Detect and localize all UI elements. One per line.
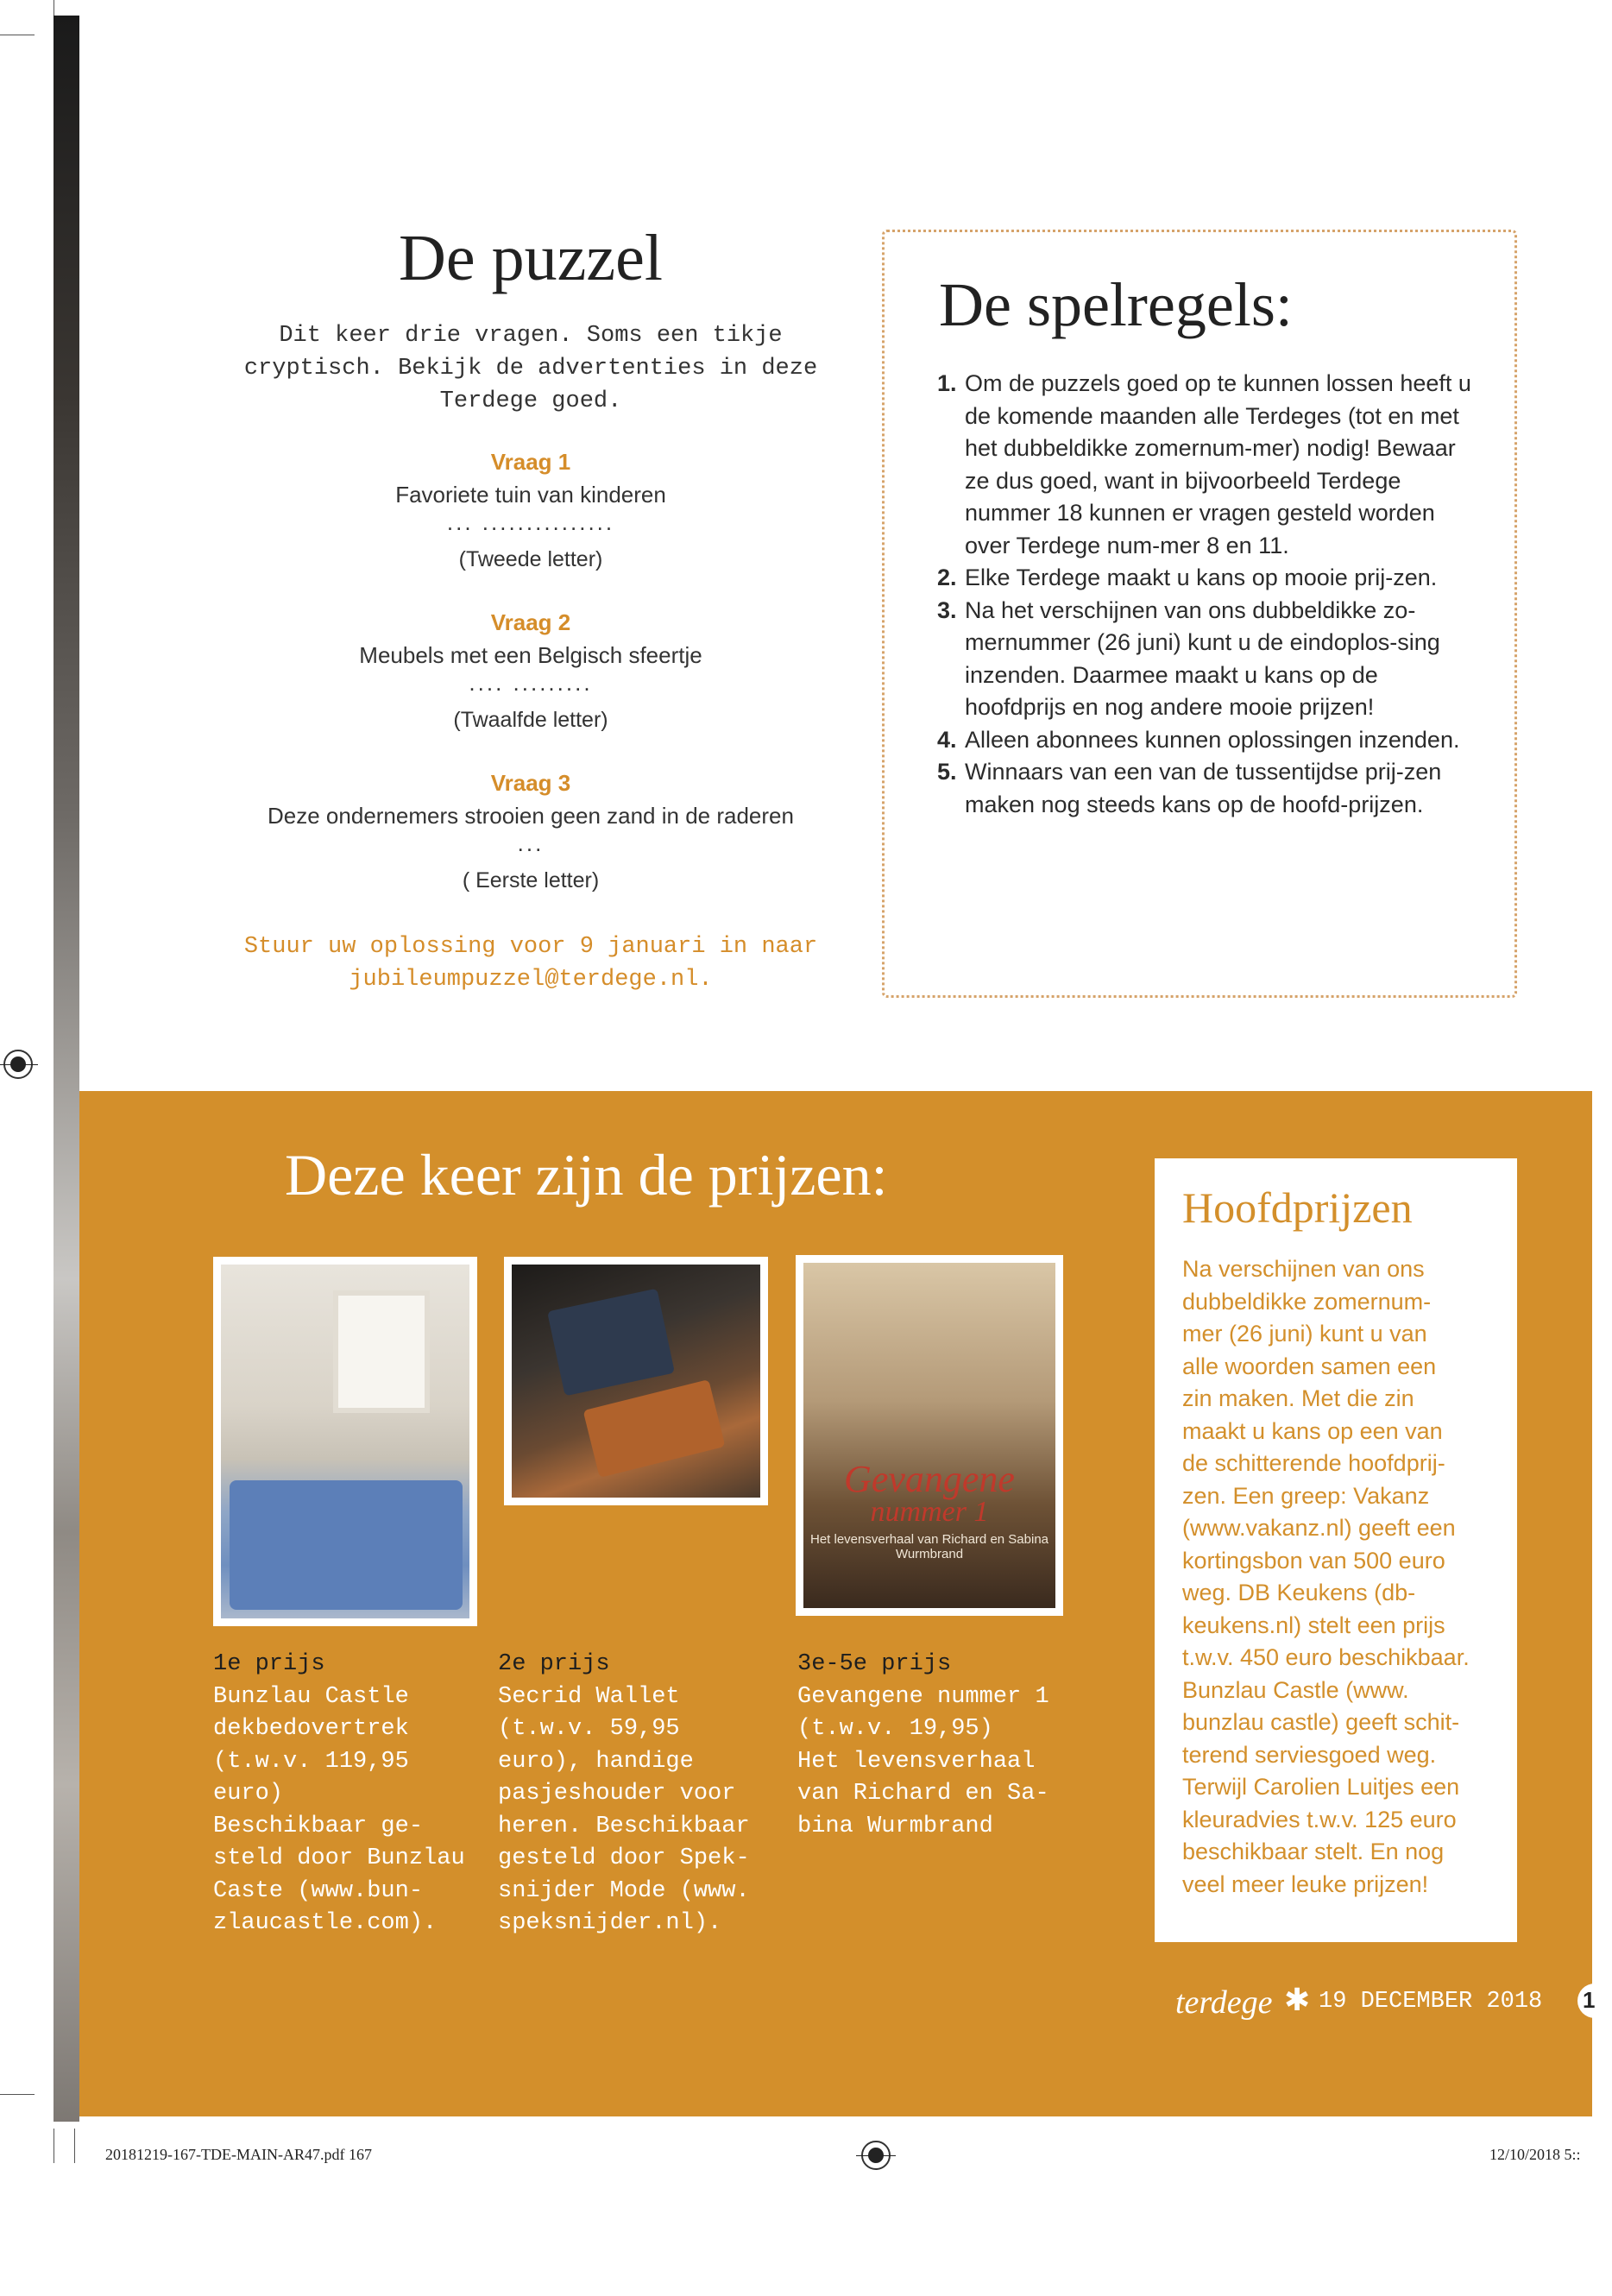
prize-2-heading: 2e prijs [498, 1651, 610, 1677]
footer-date: 19 DECEMBER 2018 [1319, 1989, 1543, 2015]
prize-3-photo-book-cover [796, 1255, 1063, 1616]
prize-1-heading: 1e prijs [213, 1651, 325, 1677]
question-1-label: Vraag 1 [490, 449, 571, 475]
prize-3-heading: 3e-5e prijs [797, 1651, 952, 1677]
wallet-brown-shape [583, 1379, 726, 1478]
prize-1-text [213, 1649, 472, 1940]
rule-item [937, 562, 1481, 595]
rule-number: 3. [937, 596, 957, 623]
question-2-text: Meubels met een Belgisch sfeertje [359, 642, 702, 668]
rule-item [937, 756, 1481, 821]
rule-text: Alleen abonnees kunnen oplossingen inzenden. [965, 726, 1460, 753]
rule-text: Om de puzzels goed op te kunnen lossen heeft u de komende maanden alle Terdeges (tot en met het dubbeldikke zomernum-mer) nodig! Bewaar ze dus goed, want in bijvoorbeeld Terdege nummer 18 kunnen er vragen gesteld worden over Terdege num-mer 8 en 11. [965, 370, 1471, 558]
bed-shape [230, 1480, 463, 1610]
prize-2-text [498, 1649, 774, 1940]
prize-1-body: Bunzlau Castle dekbedovertrek (t.w.v. 119,95 euro) Beschikbaar ge- steld door Bunzlau Caste (www.bun- zlaucastle.com). [213, 1683, 465, 1936]
rule-number: 1. [937, 370, 957, 396]
crop-mark-bottom-left-v2 [74, 2129, 75, 2163]
book-cover-title-1: Gevangene [844, 1458, 1015, 1500]
rules-title: De spelregels: [939, 270, 1293, 339]
question-1-text: Favoriete tuin van kinderen [395, 482, 666, 508]
question-2-hint: (Twaalfde letter) [453, 708, 608, 732]
footer-star-icon: ✱ [1284, 1982, 1311, 2017]
rule-item [937, 368, 1481, 562]
question-3-hint: ( Eerste letter) [462, 868, 600, 893]
rule-text: Elke Terdege maakt u kans op mooie prij-zen. [965, 565, 1438, 590]
registration-mark-bottom [861, 2141, 891, 2170]
prize-2-photo-wallets [504, 1257, 768, 1505]
print-slug-date: 12/10/2018 5:: [1489, 2146, 1581, 2163]
registration-mark-left [3, 1050, 33, 1079]
book-cover-title-2: nummer 1 [870, 1496, 989, 1528]
puzzel-title: De puzzel [399, 222, 663, 294]
rule-item [937, 595, 1481, 724]
question-2-label: Vraag 2 [490, 609, 571, 635]
book-cover-subtitle: Het levensverhaal van Richard en Sabina Wurmbrand [810, 1532, 1048, 1561]
rule-text: Winnaars van een van de tussentijdse prij-zen maken nog steeds kans op de hoofd-prijzen. [965, 759, 1442, 817]
rule-item [937, 724, 1481, 757]
crop-mark-bottom-left-h [0, 2094, 35, 2095]
prize-3-text [797, 1649, 1074, 1843]
window-shape [333, 1290, 430, 1413]
puzzel-intro: Dit keer drie vragen. Soms een tikje cryptisch. Bekijk de advertenties in deze Terdege goed. [243, 323, 818, 414]
wallet-dark-shape [547, 1289, 675, 1397]
main-prizes-title: Hoofdprijzen [1182, 1183, 1413, 1232]
rule-number: 2. [937, 565, 957, 590]
question-1-hint: (Tweede letter) [458, 547, 603, 571]
prizes-title: Deze keer zijn de prijzen: [285, 1142, 888, 1208]
rules-list [937, 368, 1481, 821]
page-number: 1 [1583, 1987, 1596, 2013]
send-instruction: Stuur uw oplossing voor 9 januari in naar jubileumpuzzel@terdege.nl. [243, 934, 818, 993]
prize-2-body: Secrid Wallet (t.w.v. 59,95 euro), handige pasjeshouder voor heren. Beschikbaar gesteld door Spek- snijder Mode (www. speksnijder.nl). [498, 1683, 750, 1936]
main-prizes-body: Na verschijnen van ons dubbeldikke zomernum- mer (26 juni) kunt u van alle woorden samen een zin maken. Met die zin maakt u kans op een van de schitterende hoofdprij- zen. Een greep: Vakanz (www.vakanz.nl) geeft een kortingsbon van 500 euro weg. DB Keukens (db- keukens.nl) stelt een prijs t.w.v. 450 euro beschikbaar. Bunzlau Castle (www. bunzlau castle) geeft schit- terend serviesgoed weg. Terwijl Carolien Luitjes een kleuradvies t.w.v. 125 euro beschikbaar stelt. En nog veel meer leuke prijzen! [1182, 1256, 1470, 1897]
footer-brand-logo: terdege [1175, 1984, 1273, 2021]
left-edge-strip [54, 16, 79, 2122]
question-3-text: Deze ondernemers strooien geen zand in de raderen [268, 803, 794, 829]
rule-number: 4. [937, 726, 957, 753]
prize-3-body: Gevangene nummer 1 (t.w.v. 19,95) Het levensverhaal van Richard en Sa- bina Wurmbrand [797, 1683, 1049, 1839]
print-slug-file: 20181219-167-TDE-MAIN-AR47.pdf 167 [105, 2146, 372, 2163]
prize-1-photo-bedroom [213, 1257, 477, 1626]
rule-text: Na het verschijnen van ons dubbeldikke zo-mernummer (26 juni) kunt u de eindoplos-sing inzenden. Daarmee maakt u kans op de hoofdprijs en nog andere mooie prijzen! [965, 596, 1440, 720]
question-1-dots: ... ............... [446, 509, 615, 535]
rule-number: 5. [937, 759, 957, 785]
question-2-dots: .... ......... [469, 670, 593, 696]
question-3-dots: ... [517, 830, 545, 856]
question-3-label: Vraag 3 [490, 770, 571, 796]
